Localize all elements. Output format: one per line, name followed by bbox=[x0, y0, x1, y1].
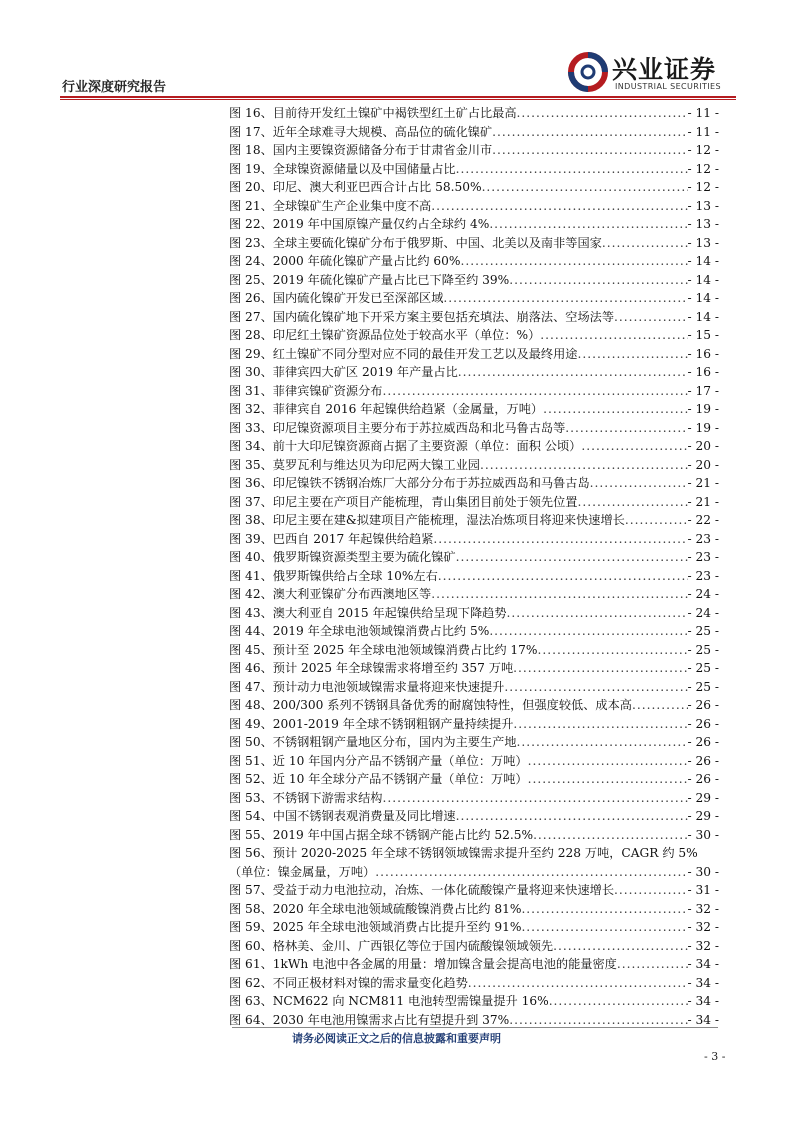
toc-figure-number: 图 25、 bbox=[229, 272, 273, 287]
toc-figure-number: 图 29、 bbox=[229, 346, 273, 361]
toc-figure-title: 2000 年硫化镍矿产量占比约 60% bbox=[272, 254, 461, 268]
toc-figure-number: 图 62、 bbox=[229, 975, 273, 990]
toc-leader-dots bbox=[577, 493, 687, 512]
toc-entry[interactable] bbox=[229, 715, 719, 734]
toc-leader-dots bbox=[549, 992, 688, 1011]
toc-page-number: - 32 - bbox=[687, 901, 719, 916]
toc-page-number: - 20 - bbox=[687, 439, 719, 453]
toc-figure-title: 菲律宾四大矿区 2019 年产量占比 bbox=[272, 365, 458, 379]
toc-page-number: - 26 - bbox=[687, 716, 719, 731]
toc-leader-dots bbox=[614, 881, 687, 900]
toc-leader-dots bbox=[382, 789, 687, 808]
toc-figure-title: 澳大利亚自 2015 年起镍供给呈现下降趋势 bbox=[272, 605, 507, 620]
toc-page-number: - 34 - bbox=[687, 957, 719, 971]
toc-figure-number: 图 60、 bbox=[229, 938, 273, 953]
toc-figure-title: 菲律宾镍矿资源分布 bbox=[272, 383, 383, 398]
report-type-label: 行业深度研究报告 bbox=[62, 80, 167, 95]
toc-figure-title: 印尼主要在建&拟建项目产能梳理，湿法冶炼项目将迎来快速增长 bbox=[272, 513, 625, 527]
toc-figure-title: 菲律宾自 2016 年起镍供给趋紧（金属量，万吨） bbox=[272, 402, 544, 416]
toc-entry[interactable] bbox=[229, 419, 719, 438]
toc-figure-title: 国内硫化镍矿开发已至深部区域 bbox=[272, 291, 444, 305]
toc-leader-dots bbox=[443, 289, 687, 308]
toc-page-number: - 22 - bbox=[687, 513, 719, 527]
toc-figure-number: 图 32、 bbox=[229, 402, 273, 416]
toc-figure-title: 红土镍矿不同分型对应不同的最佳开发工艺以及最终用途 bbox=[272, 346, 578, 361]
toc-page-number: - 21 - bbox=[687, 476, 719, 490]
toc-entry[interactable] bbox=[229, 141, 719, 160]
toc-page-number: - 21 - bbox=[687, 494, 719, 509]
toc-figure-title: 2020 年全球电池领域硫酸镍消费占比约 81% bbox=[272, 901, 522, 916]
toc-leader-dots bbox=[590, 474, 688, 493]
toc-leader-dots bbox=[617, 955, 688, 974]
toc-leader-dots bbox=[431, 197, 687, 216]
toc-leader-dots bbox=[632, 696, 688, 715]
toc-entry[interactable] bbox=[229, 160, 719, 179]
toc-figure-title: 中国不锈钢表观消费量及同比增速 bbox=[272, 809, 456, 823]
toc-figure-title: 国内主要镍资源储备分布于甘肃省金川市 bbox=[272, 143, 493, 157]
toc-leader-dots bbox=[433, 530, 687, 549]
toc-figure-number: 图 17、 bbox=[229, 124, 273, 139]
toc-entry[interactable] bbox=[229, 530, 719, 549]
toc-figure-title: 2001-2019 年全球不锈钢粗钢产量持续提升 bbox=[272, 716, 514, 731]
toc-leader-dots bbox=[504, 678, 687, 697]
toc-entry[interactable] bbox=[229, 104, 719, 123]
toc-page-number: - 12 - bbox=[687, 180, 719, 194]
toc-page-number: - 11 - bbox=[687, 106, 719, 120]
toc-figure-number: 图 44、 bbox=[229, 624, 273, 638]
toc-leader-dots bbox=[543, 400, 687, 419]
toc-page-number: - 16 - bbox=[687, 365, 719, 379]
toc-page-number: - 25 - bbox=[687, 679, 719, 694]
toc-entry[interactable] bbox=[229, 437, 719, 456]
toc-figure-number: 图 36、 bbox=[229, 476, 273, 490]
toc-figure-title: 2030 年电池用镍需求占比有望提升到 37% bbox=[272, 1012, 510, 1027]
toc-page-number: - 13 - bbox=[687, 235, 719, 250]
toc-entry[interactable] bbox=[229, 752, 719, 771]
toc-leader-dots bbox=[482, 178, 688, 197]
toc-page-number: - 23 - bbox=[687, 531, 719, 546]
toc-entry[interactable] bbox=[229, 789, 719, 808]
toc-figure-title: 预计动力电池领域镍需求量将迎来快速提升 bbox=[272, 679, 505, 694]
toc-figure-title: 全球主要硫化镍矿分布于俄罗斯、中国、北美以及南非等国家 bbox=[272, 235, 602, 250]
toc-leader-dots bbox=[382, 382, 687, 401]
toc-figure-title: 国内硫化镍矿地下开采方案主要包括充填法、崩落法、空场法等 bbox=[272, 309, 615, 324]
toc-figure-number: 图 52、 bbox=[229, 772, 273, 786]
toc-figure-number: 图 40、 bbox=[229, 550, 273, 564]
toc-page-number: - 29 - bbox=[687, 809, 719, 823]
toc-figure-title: 格林美、金川、广西银亿等位于国内硫酸镍领域领先 bbox=[272, 938, 554, 953]
toc-figure-number: 图 21、 bbox=[229, 198, 273, 213]
toc-figure-number: 图 47、 bbox=[229, 679, 273, 694]
toc-figure-number: 图 20、 bbox=[229, 180, 273, 194]
toc-entry[interactable] bbox=[229, 308, 719, 327]
toc-figure-number: 图 41、 bbox=[229, 568, 273, 583]
toc-leader-dots bbox=[458, 363, 688, 382]
toc-entry[interactable] bbox=[229, 363, 719, 382]
header-divider-thin bbox=[60, 99, 736, 100]
toc-leader-dots bbox=[456, 807, 688, 826]
toc-figure-title: 预计至 2025 年全球电池领域镍消费占比约 17% bbox=[272, 642, 538, 657]
toc-figure-title: 1kWh 电池中各金属的用量：增加镍含量会提高电池的能量密度 bbox=[272, 957, 617, 971]
toc-leader-dots bbox=[489, 215, 687, 234]
toc-page-number: - 14 - bbox=[687, 254, 719, 268]
toc-entry[interactable] bbox=[229, 604, 719, 623]
page-number: - 3 - bbox=[704, 1050, 726, 1063]
toc-figure-title: 印尼、澳大利亚巴西合计占比 58.50% bbox=[272, 180, 482, 194]
toc-leader-dots bbox=[517, 733, 688, 752]
toc-figure-title: 全球镍矿生产企业集中度不高 bbox=[272, 198, 432, 213]
toc-leader-dots bbox=[614, 308, 687, 327]
header-divider bbox=[60, 96, 736, 98]
toc-figure-number: 图 49、 bbox=[229, 716, 273, 731]
toc-page-number: - 23 - bbox=[687, 568, 719, 583]
toc-figure-number: 图 30、 bbox=[229, 365, 273, 379]
toc-leader-dots bbox=[456, 548, 688, 567]
toc-entry[interactable] bbox=[229, 400, 719, 419]
toc-page-number: - 24 - bbox=[687, 587, 719, 601]
toc-figure-number: 图 54、 bbox=[229, 809, 273, 823]
toc-page-number: - 30 - bbox=[687, 864, 719, 879]
toc-leader-dots bbox=[456, 160, 688, 179]
company-logo bbox=[568, 50, 738, 96]
toc-figure-title: 俄罗斯镍供给占全球 10%左右 bbox=[272, 568, 438, 583]
toc-page-number: - 12 - bbox=[687, 161, 719, 176]
toc-leader-dots bbox=[513, 715, 687, 734]
toc-entry[interactable] bbox=[229, 992, 719, 1011]
toc-entry[interactable] bbox=[229, 548, 719, 567]
toc-figure-number: 图 46、 bbox=[229, 661, 273, 675]
toc-leader-dots bbox=[625, 511, 688, 530]
logo-text-en: INDUSTRIAL SECURITIES bbox=[615, 82, 721, 91]
toc-figure-number: 图 27、 bbox=[229, 309, 273, 324]
toc-leader-dots bbox=[431, 585, 687, 604]
toc-entry[interactable] bbox=[229, 659, 719, 678]
toc-entry[interactable] bbox=[229, 826, 719, 845]
toc-page-number: - 16 - bbox=[687, 346, 719, 361]
toc-page-number: - 14 - bbox=[687, 272, 719, 287]
toc-figure-title: 不锈钢粗钢产量地区分布，国内为主要生产地 bbox=[272, 735, 517, 749]
toc-leader-dots bbox=[468, 974, 688, 993]
toc-figure-number: 图 53、 bbox=[229, 790, 273, 805]
toc-figure-title: 预计 2020-2025 年全球不锈钢领域镍需求提升至约 228 万吨，CAGR 约 5% bbox=[272, 846, 698, 860]
toc-page-number: - 32 - bbox=[687, 938, 719, 953]
toc-leader-dots bbox=[492, 123, 687, 142]
toc-figure-number: 图 38、 bbox=[229, 513, 273, 527]
toc-entry[interactable] bbox=[229, 641, 719, 660]
toc-figure-number: 图 61、 bbox=[229, 957, 273, 971]
toc-figure-number: 图 59、 bbox=[229, 920, 273, 934]
toc-leader-dots bbox=[533, 826, 687, 845]
toc-leader-dots bbox=[602, 234, 688, 253]
toc-figure-number: 图 57、 bbox=[229, 883, 273, 897]
toc-page-number: - 26 - bbox=[687, 698, 719, 712]
toc-page-number: - 14 - bbox=[687, 309, 719, 324]
toc-leader-dots bbox=[528, 770, 688, 789]
toc-page-number: - 23 - bbox=[687, 550, 719, 564]
toc-figure-number: 图 55、 bbox=[229, 827, 273, 842]
toc-entry[interactable] bbox=[229, 955, 719, 974]
toc-page-number: - 14 - bbox=[687, 291, 719, 305]
toc-leader-dots bbox=[507, 604, 688, 623]
toc-entry[interactable] bbox=[229, 733, 719, 752]
toc-leader-dots bbox=[521, 918, 687, 937]
toc-entry[interactable] bbox=[229, 493, 719, 512]
toc-leader-dots bbox=[565, 419, 687, 438]
toc-figure-number: 图 31、 bbox=[229, 383, 273, 398]
toc-figure-title: 200/300 系列不锈钢具备优秀的耐腐蚀特性，但强度较低、成本高 bbox=[272, 698, 632, 712]
toc-page-number: - 31 - bbox=[687, 883, 719, 897]
toc-page-number: - 13 - bbox=[687, 198, 719, 213]
toc-figure-number: 图 39、 bbox=[229, 531, 273, 546]
toc-figure-number: 图 51、 bbox=[229, 753, 273, 768]
toc-leader-dots bbox=[553, 937, 687, 956]
toc-entry[interactable] bbox=[229, 974, 719, 993]
toc-page-number: - 26 - bbox=[687, 772, 719, 786]
toc-figure-number: 图 33、 bbox=[229, 420, 273, 435]
toc-entry[interactable] bbox=[229, 696, 719, 715]
toc-entry[interactable] bbox=[229, 326, 719, 345]
toc-leader-dots bbox=[509, 271, 687, 290]
toc-entry-continuation[interactable] bbox=[229, 863, 719, 882]
toc-entry[interactable] bbox=[229, 178, 719, 197]
toc-figure-title: 受益于动力电池拉动，冶炼、一体化硫酸镍产量将迎来快速增长 bbox=[272, 883, 615, 897]
toc-entry[interactable] bbox=[229, 622, 719, 641]
toc-leader-dots bbox=[438, 567, 688, 586]
toc-entry[interactable] bbox=[229, 770, 719, 789]
toc-figure-number: 图 22、 bbox=[229, 217, 273, 231]
toc-page-number: - 26 - bbox=[687, 753, 719, 768]
toc-figure-title: 不锈钢下游需求结构 bbox=[272, 790, 383, 805]
toc-entry[interactable] bbox=[229, 511, 719, 530]
toc-entry[interactable] bbox=[229, 382, 719, 401]
toc-entry[interactable] bbox=[229, 289, 719, 308]
toc-entry[interactable] bbox=[229, 678, 719, 697]
toc-figure-number: 图 19、 bbox=[229, 161, 273, 176]
toc-entry[interactable] bbox=[229, 271, 719, 290]
toc-figure-title: 2019 年中国原镍产量仅约占全球约 4% bbox=[272, 217, 490, 231]
toc-entry[interactable] bbox=[229, 918, 719, 937]
toc-figure-title: 印尼主要在产项目产能梳理，青山集团目前处于领先位置 bbox=[272, 494, 578, 509]
toc-leader-dots bbox=[489, 622, 687, 641]
toc-page-number: - 34 - bbox=[687, 975, 719, 990]
toc-figure-title: 莫罗瓦利与维达贝为印尼两大镍工业园 bbox=[272, 457, 480, 472]
toc-figure-number: 图 45、 bbox=[229, 642, 273, 657]
toc-page-number: - 19 - bbox=[687, 402, 719, 416]
toc-figure-title: 近年全球难寻大规模、高品位的硫化镍矿 bbox=[272, 124, 493, 139]
toc-leader-dots bbox=[513, 659, 687, 678]
toc-page-number: - 12 - bbox=[687, 143, 719, 157]
toc-page-number: - 34 - bbox=[687, 1012, 719, 1027]
toc-figure-title: 2019 年全球电池领域镍消费占比约 5% bbox=[272, 624, 490, 638]
toc-page-number: - 34 - bbox=[687, 994, 719, 1008]
toc-page-number: - 30 - bbox=[687, 827, 719, 842]
toc-page-number: - 15 - bbox=[687, 328, 719, 342]
toc-figure-number: 图 34、 bbox=[229, 439, 273, 453]
toc-page-number: - 32 - bbox=[687, 920, 719, 934]
toc-leader-dots bbox=[528, 752, 688, 771]
footer-divider bbox=[232, 1027, 718, 1028]
toc-figure-number: 图 50、 bbox=[229, 735, 273, 749]
toc-figure-number: 图 28、 bbox=[229, 328, 273, 342]
toc-leader-dots bbox=[480, 456, 688, 475]
toc-page-number: - 19 - bbox=[687, 420, 719, 435]
toc-page-number: - 26 - bbox=[687, 735, 719, 749]
toc-page-number: - 29 - bbox=[687, 790, 719, 805]
figure-list bbox=[229, 104, 719, 1029]
toc-leader-dots bbox=[517, 104, 688, 123]
toc-entry[interactable] bbox=[229, 123, 719, 142]
toc-entry[interactable] bbox=[229, 585, 719, 604]
toc-page-number: - 25 - bbox=[687, 661, 719, 675]
toc-leader-dots bbox=[375, 863, 687, 882]
toc-figure-title: 澳大利亚镍矿分布西澳地区等 bbox=[272, 587, 432, 601]
toc-figure-title: 预计 2025 年全球镍需求将增至约 357 万吨 bbox=[272, 661, 514, 675]
toc-figure-title: 印尼红土镍矿资源品位处于较高水平（单位：%） bbox=[272, 328, 541, 342]
toc-entry[interactable] bbox=[229, 234, 719, 253]
toc-leader-dots bbox=[461, 252, 688, 271]
toc-figure-number: 图 23、 bbox=[229, 235, 273, 250]
footer-disclaimer: 请务必阅读正文之后的信息披露和重要声明 bbox=[292, 1032, 501, 1045]
toc-figure-number: 图 37、 bbox=[229, 494, 273, 509]
toc-figure-number: 图 16、 bbox=[229, 106, 273, 120]
toc-figure-title: 前十大印尼镍资源商占据了主要资源（单位：面积 公顷） bbox=[272, 439, 582, 453]
toc-entry[interactable] bbox=[229, 844, 719, 863]
toc-page-number: - 25 - bbox=[687, 624, 719, 638]
toc-figure-title: 目前待开发红土镍矿中褐铁型红土矿占比最高 bbox=[272, 106, 517, 120]
toc-figure-title: 巴西自 2017 年起镍供给趋紧 bbox=[272, 531, 434, 546]
logo-emblem-icon bbox=[568, 52, 608, 92]
toc-leader-dots bbox=[577, 345, 687, 364]
toc-entry[interactable] bbox=[229, 900, 719, 919]
toc-entry[interactable] bbox=[229, 215, 719, 234]
toc-entry[interactable] bbox=[229, 937, 719, 956]
toc-entry[interactable] bbox=[229, 567, 719, 586]
toc-page-number: - 24 - bbox=[687, 605, 719, 620]
toc-figure-number: 图 58、 bbox=[229, 901, 273, 916]
toc-entry[interactable] bbox=[229, 345, 719, 364]
toc-figure-number: 图 35、 bbox=[229, 457, 273, 472]
toc-page-number: - 17 - bbox=[687, 383, 719, 398]
logo-text-cn: 兴业证券 bbox=[612, 55, 717, 84]
toc-page-number: - 13 - bbox=[687, 217, 719, 231]
toc-figure-title: 近 10 年全球分产品不锈钢产量（单位：万吨） bbox=[272, 772, 528, 786]
toc-figure-title: 2019 年硫化镍矿产量占比已下降至约 39% bbox=[272, 272, 510, 287]
toc-figure-title: 不同正极材料对镍的需求量变化趋势 bbox=[272, 975, 468, 990]
toc-entry[interactable] bbox=[229, 252, 719, 271]
toc-figure-title: NCM622 向 NCM811 电池转型需镍量提升 16% bbox=[272, 994, 549, 1008]
toc-entry[interactable] bbox=[229, 881, 719, 900]
toc-page-number: - 20 - bbox=[687, 457, 719, 472]
toc-entry[interactable] bbox=[229, 197, 719, 216]
toc-figure-number: 图 64、 bbox=[229, 1012, 273, 1027]
toc-leader-dots bbox=[581, 437, 687, 456]
toc-entry[interactable] bbox=[229, 474, 719, 493]
toc-leader-dots bbox=[492, 141, 687, 160]
toc-leader-dots bbox=[521, 900, 687, 919]
toc-figure-title: 俄罗斯镍资源类型主要为硫化镍矿 bbox=[272, 550, 456, 564]
toc-figure-number: 图 63、 bbox=[229, 994, 273, 1008]
toc-figure-number: 图 26、 bbox=[229, 291, 273, 305]
toc-figure-number: 图 24、 bbox=[229, 254, 273, 268]
toc-leader-dots bbox=[538, 641, 688, 660]
toc-figure-number: 图 18、 bbox=[229, 143, 273, 157]
toc-figure-number: 图 56、 bbox=[229, 846, 273, 860]
toc-figure-title: 印尼镍资源项目主要分布于苏拉威西岛和北马鲁古岛等 bbox=[272, 420, 566, 435]
toc-figure-title: 2019 年中国占据全球不锈钢产能占比约 52.5% bbox=[272, 827, 534, 842]
toc-figure-number: 图 48、 bbox=[229, 698, 273, 712]
toc-figure-title: 全球镍资源储量以及中国储量占比 bbox=[272, 161, 456, 176]
toc-figure-title: 近 10 年国内分产品不锈钢产量（单位：万吨） bbox=[272, 753, 528, 768]
toc-entry[interactable] bbox=[229, 807, 719, 826]
toc-figure-title-line2: （单位：镍金属量，万吨） bbox=[229, 864, 376, 879]
toc-entry[interactable] bbox=[229, 456, 719, 475]
toc-page-number: - 11 - bbox=[687, 124, 719, 139]
toc-page-number: - 25 - bbox=[687, 642, 719, 657]
toc-leader-dots bbox=[540, 326, 687, 345]
toc-figure-title: 印尼镍铁不锈钢冶炼厂大部分分布于苏拉威西岛和马鲁古岛 bbox=[272, 476, 590, 490]
toc-figure-number: 图 42、 bbox=[229, 587, 273, 601]
toc-figure-title: 2025 年全球电池领域消费占比提升至约 91% bbox=[272, 920, 522, 934]
toc-figure-number: 图 43、 bbox=[229, 605, 273, 620]
